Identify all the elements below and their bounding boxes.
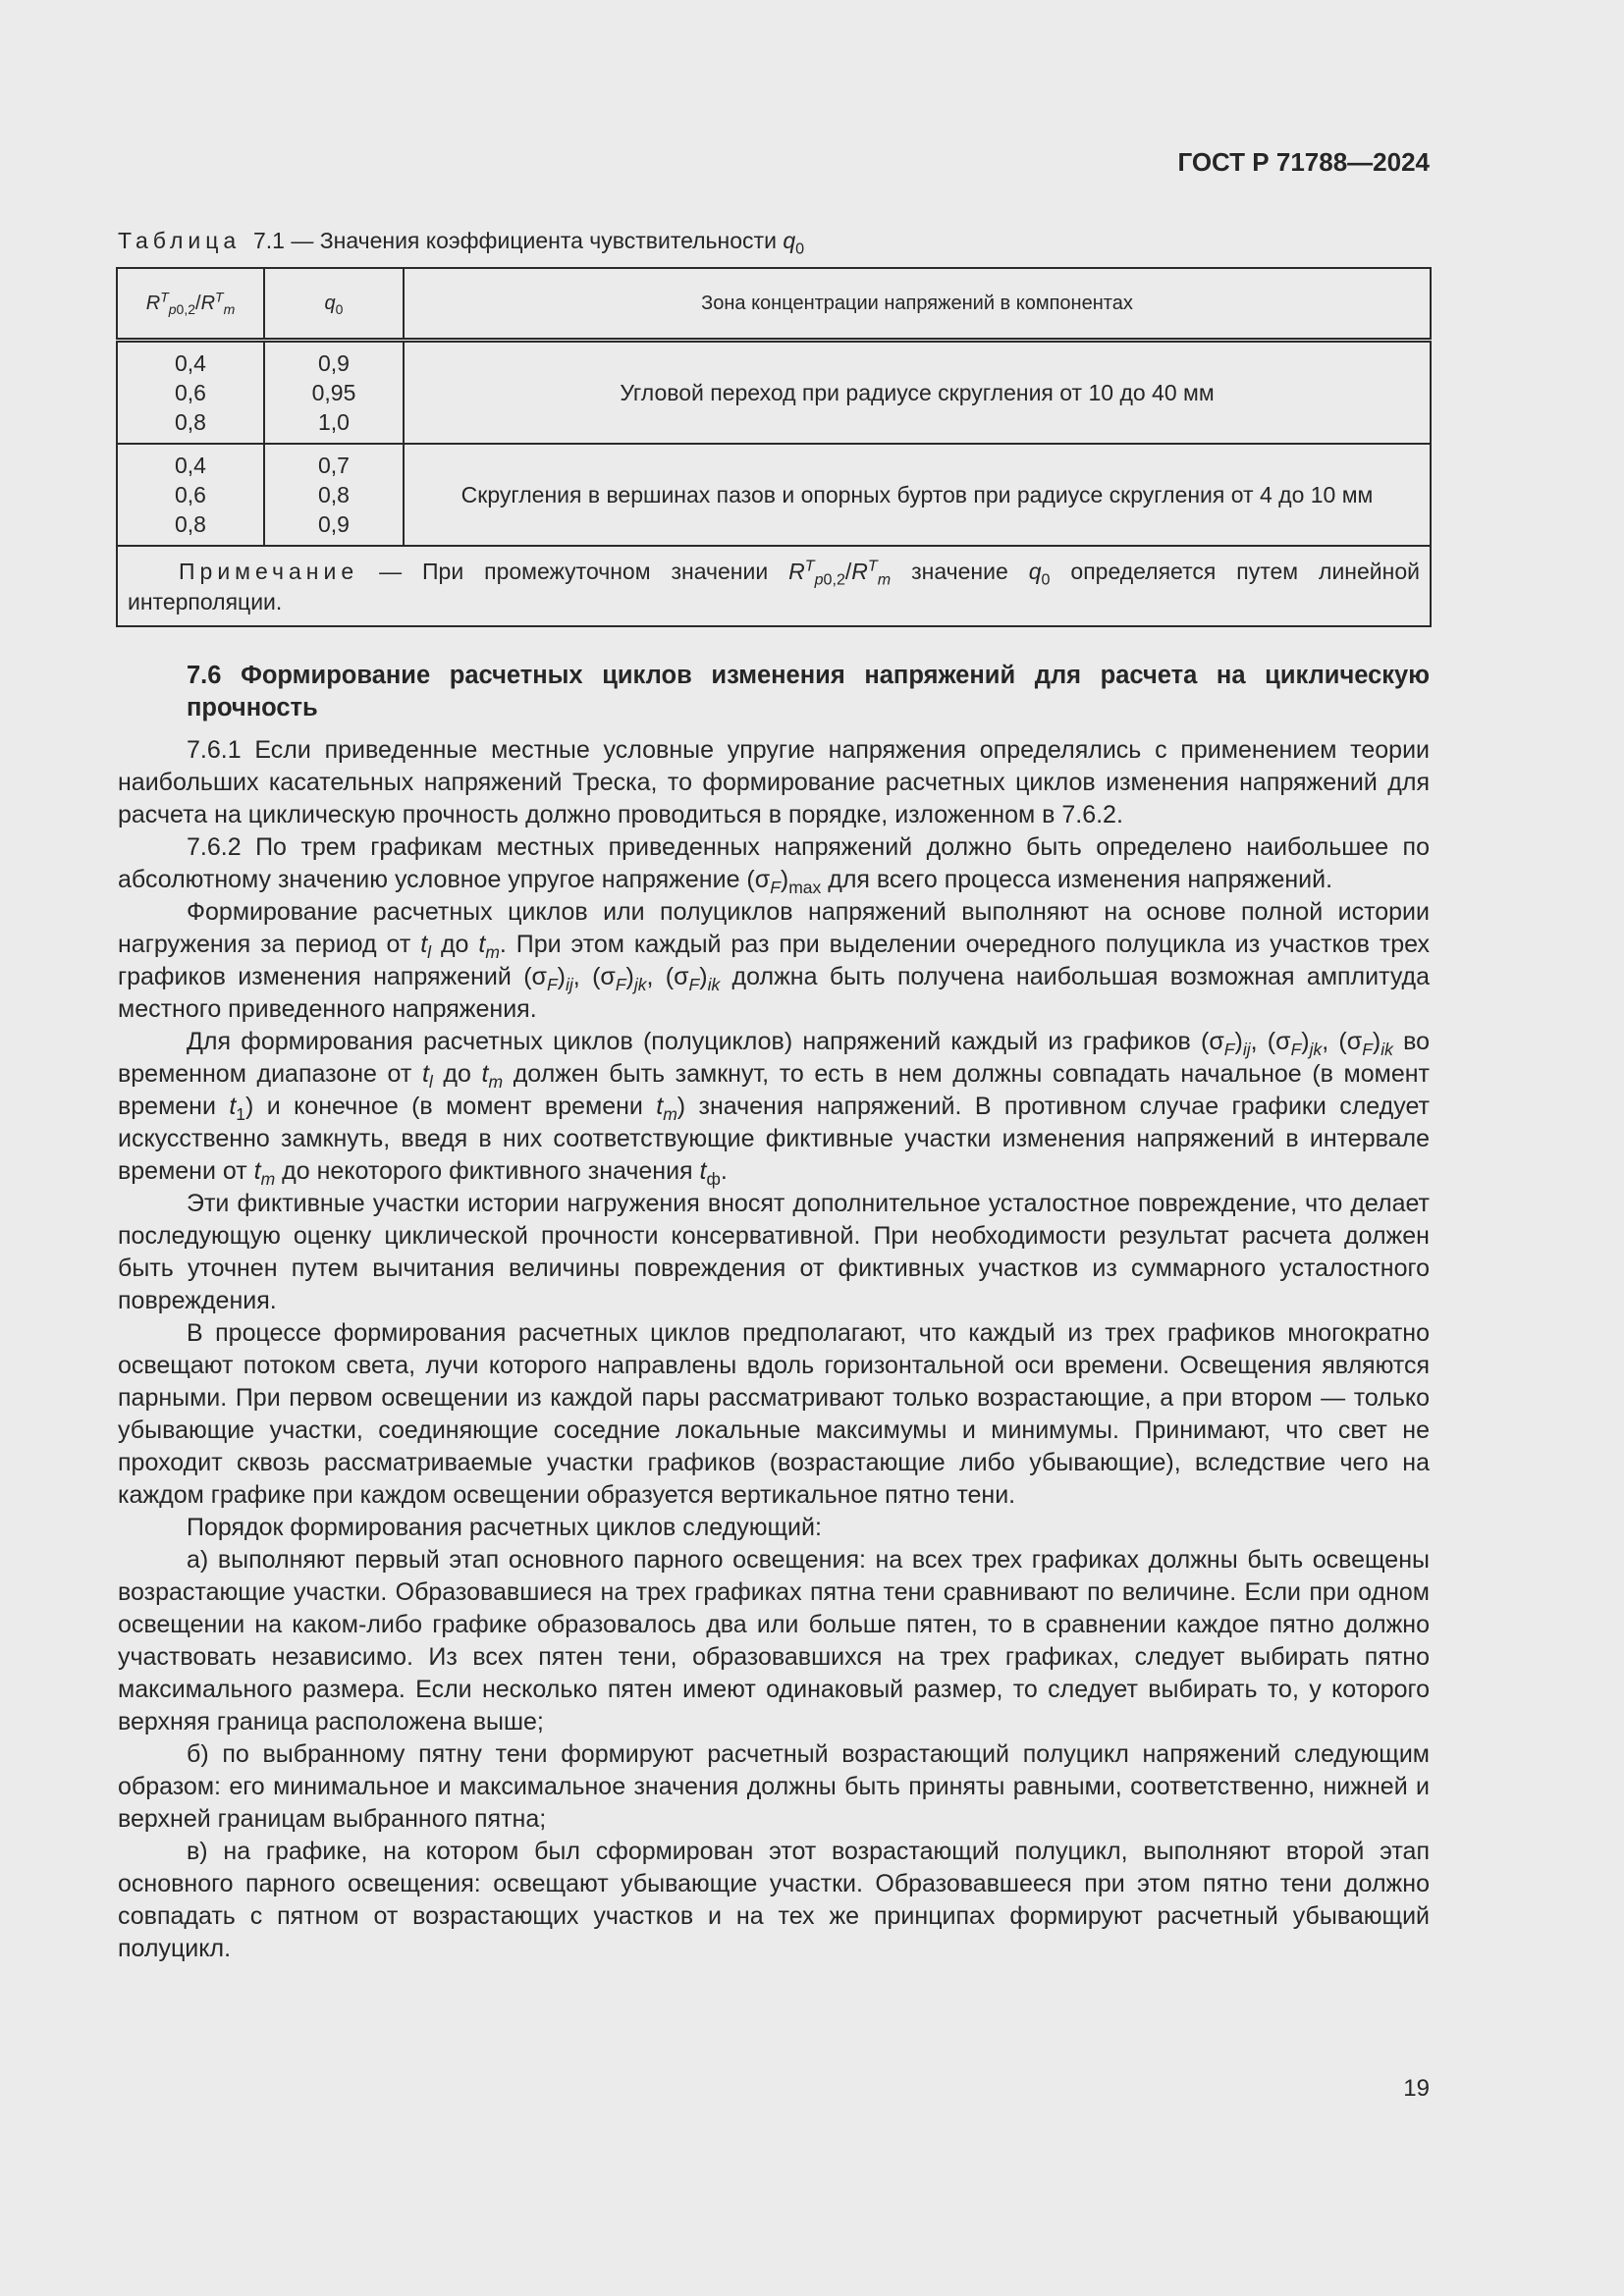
table-row [117, 341, 1431, 445]
document-number: ГОСТ Р 71788—2024 [1177, 147, 1430, 177]
table-caption-word: Таблица [118, 228, 242, 253]
note-word: Примечание [179, 559, 359, 584]
caption-symbol-sub: 0 [795, 240, 805, 258]
text-run: до некоторого фиктивного значения [275, 1157, 700, 1185]
text-run: . При этом каждый раз при выделении очередного полуцикла из участков трех графиков изменения напряжений [118, 931, 1430, 990]
table-header-row [117, 268, 1431, 341]
q0-value: 0,9 [318, 350, 350, 376]
text-run: ) значения напряжений. В противном случае графики следует искусственно замкнуть, введя в них соответствующие фиктивные участки изменения напряжений в интервале времени от [118, 1093, 1430, 1185]
ratio-value: 0,8 [175, 511, 206, 537]
paragraph: 7.6.1 Если приведенные местные условные упругие напряжения определялись с применением теории наибольших касательных напряжений Треска, то формирование расчетных циклов изменения напряжений для расчета на циклическую прочность должно проводиться в порядке, изложенном в 7.6.2. [118, 736, 1430, 828]
paragraph: Эти фиктивные участки истории нагружения вносят дополнительное усталостное повреждение, что делает последующую оценку циклической прочности консервативной. При необходимости результат расчета должен быть уточнен путем вычитания величины повреждения от фиктивных участков из суммарного усталостного повреждения. [118, 1190, 1430, 1314]
list-item: а) выполняют первый этап основного парного освещения: на всех трех графиках должны быть освещены возрастающие участки. Образовавшиеся на трех графиках пятна тени сравнивают по величине. Если при одном освещении на каком-либо графике образовалось два или больше пятен, то в сравнении каждое пятно должно участвовать независимо. Из всех пятен тени, образовавшихся на трех графиках, следует выбирать пятно максимального размера. Если несколько пятен имеют одинаковый размер, то следует выбирать то, у которого верхняя граница расположена выше; [118, 1546, 1430, 1735]
list-item: б) по выбранному пятну тени формируют расчетный возрастающий полуцикл напряжений следующим образом: его минимальное и максимальное значения должны быть приняты равными, соответственно, нижней и верхней границам выбранного пятна; [118, 1740, 1430, 1833]
section-heading: 7.6 Формирование расчетных циклов изменения напряжений для расчета на циклическую прочность [187, 662, 1430, 721]
caption-symbol: q [783, 228, 796, 253]
table-row [117, 444, 1431, 546]
ratio-value: 0,4 [175, 453, 206, 478]
q0-value: 0,8 [318, 482, 350, 507]
col-header-q0: $q_0$ [264, 268, 404, 341]
q0-value: 1,0 [318, 409, 350, 435]
q0-value: 0,9 [318, 511, 350, 537]
ratio-value: 0,6 [175, 482, 206, 507]
q0-value: 0,7 [318, 453, 350, 478]
note-text: — При промежуточном значении [358, 559, 789, 584]
col-header-zone: Зона концентрации напряжений в компонентах [404, 268, 1431, 341]
table-note-row [117, 546, 1431, 626]
q0-cell [264, 444, 404, 546]
note-text: определяется путем линейной интерполяции. [128, 559, 1420, 614]
paragraph: В процессе формирования расчетных циклов предполагают, что каждый из трех графиков многократно освещают потоком света, лучи которого направлены вдоль горизонтальной оси времени. Освещения являются парными. При первом освещении из каждой пары рассматривают только возрастающие, а при втором — только убывающие участки, соединяющие соседние локальные максимумы и минимумы. Принимают, что свет не проходит сквозь рассматриваемые участки графиков (возрастающие либо убывающие), вследствие чего на каждом графике при каждом освещении образуется вертикальное пятно тени. [118, 1319, 1430, 1509]
ratio-value: 0,4 [175, 350, 206, 376]
col-header-ratio: $R^T_{p0,2}/R^T_m$ [117, 268, 264, 341]
text-run: Для формирования расчетных циклов (полуциклов) напряжений каждый из графиков [187, 1028, 1202, 1055]
note-text: значение [891, 559, 1029, 584]
paragraph: Для формирования расчетных циклов (полуциклов) напряжений каждый из графиков $(\sigma_F)_{ij}$, $(\sigma_F)_{jk}$, $(\sigma_F)_{ik}$ во временном диапазоне от $t_l$ до $t_m$ должен быть замкнут, то есть в нем должны совпадать начальное (в момент времени $t_1$) и конечное (в момент времени $t_m$) значения напряжений. В противном случае графики следует искусственно замкнуть, введя в них соответствующие фиктивные участки изменения напряжений в интервале времени от $t_m$ до некоторого фиктивного значения $t_ф$. [118, 1028, 1431, 1189]
document-body [118, 660, 1430, 1965]
zone-cell: Скругления в вершинах пазов и опорных буртов при радиусе скругления от 4 до 10 мм [404, 444, 1431, 546]
paragraph: Формирование расчетных циклов или полуциклов напряжений выполняют на основе полной истории нагружения за период от $t_l$ до $t_m$. При этом каждый раз при выделении очередного полуцикла из участков трех графиков изменения напряжений $(\sigma_F)_{ij}$, $(\sigma_F)_{jk}$, $(\sigma_F)_{ik}$ должна быть получена наибольшая возможная амплитуда местного приведенного напряжения. [118, 898, 1430, 1023]
text-run: ) и конечное (в момент времени [245, 1093, 657, 1120]
sensitivity-table [116, 267, 1432, 627]
ratio-value: 0,8 [175, 409, 206, 435]
page-number: 19 [1403, 2075, 1430, 2102]
text-run: для всего процесса изменения напряжений. [821, 866, 1333, 893]
ratio-cell [117, 444, 264, 546]
q0-value: 0,95 [311, 380, 356, 405]
text-run: до [431, 931, 479, 958]
list-item: в) на графике, на котором был сформирован этот возрастающий полуцикл, выполняют второй этап основного парного освещения: освещают убывающие участки. Образовавшееся при этом пятно тени должно совпадать с пятном от возрастающих участков и на тех же принципах формируют расчетный убывающий полуцикл. [118, 1838, 1430, 1962]
text-run: должна быть получена наибольшая возможная амплитуда местного приведенного напряжения. [118, 963, 1430, 1023]
table-caption [118, 228, 805, 258]
text-run: должен быть замкнут, то есть в нем должны совпадать начальное (в момент времени [118, 1060, 1430, 1120]
q0-cell [264, 341, 404, 445]
zone-cell: Угловой переход при радиусе скругления от 10 до 40 мм [404, 341, 1431, 445]
ratio-value: 0,6 [175, 380, 206, 405]
text-run: Формирование расчетных циклов или полуциклов напряжений выполняют на основе полной истории нагружения за период от [118, 898, 1430, 958]
paragraph: Порядок формирования расчетных циклов следующий: [187, 1514, 822, 1541]
text-run: до [432, 1060, 482, 1088]
paragraph: 7.6.2 По трем графикам местных приведенных напряжений должно быть определено наибольшее по абсолютному значению условное упругое напряжение $(\sigma_F)_{max}$ для всего процесса изменения напряжений. [118, 833, 1430, 897]
table-caption-text: 7.1 — Значения коэффициента чувствительности [252, 228, 777, 253]
text-run: 7.6.2 По трем графикам местных приведенных напряжений должно быть определено наибольшее по абсолютному значению условное упругое напряжение (σ [118, 833, 1430, 893]
ratio-cell [117, 341, 264, 445]
table-note: Примечание — При промежуточном значении $R^T_{p0,2}/R^T_m$ значение $q_0$ определяется путем линейной интерполяции. [117, 546, 1431, 626]
text-run: во временном диапазоне от [118, 1028, 1431, 1088]
